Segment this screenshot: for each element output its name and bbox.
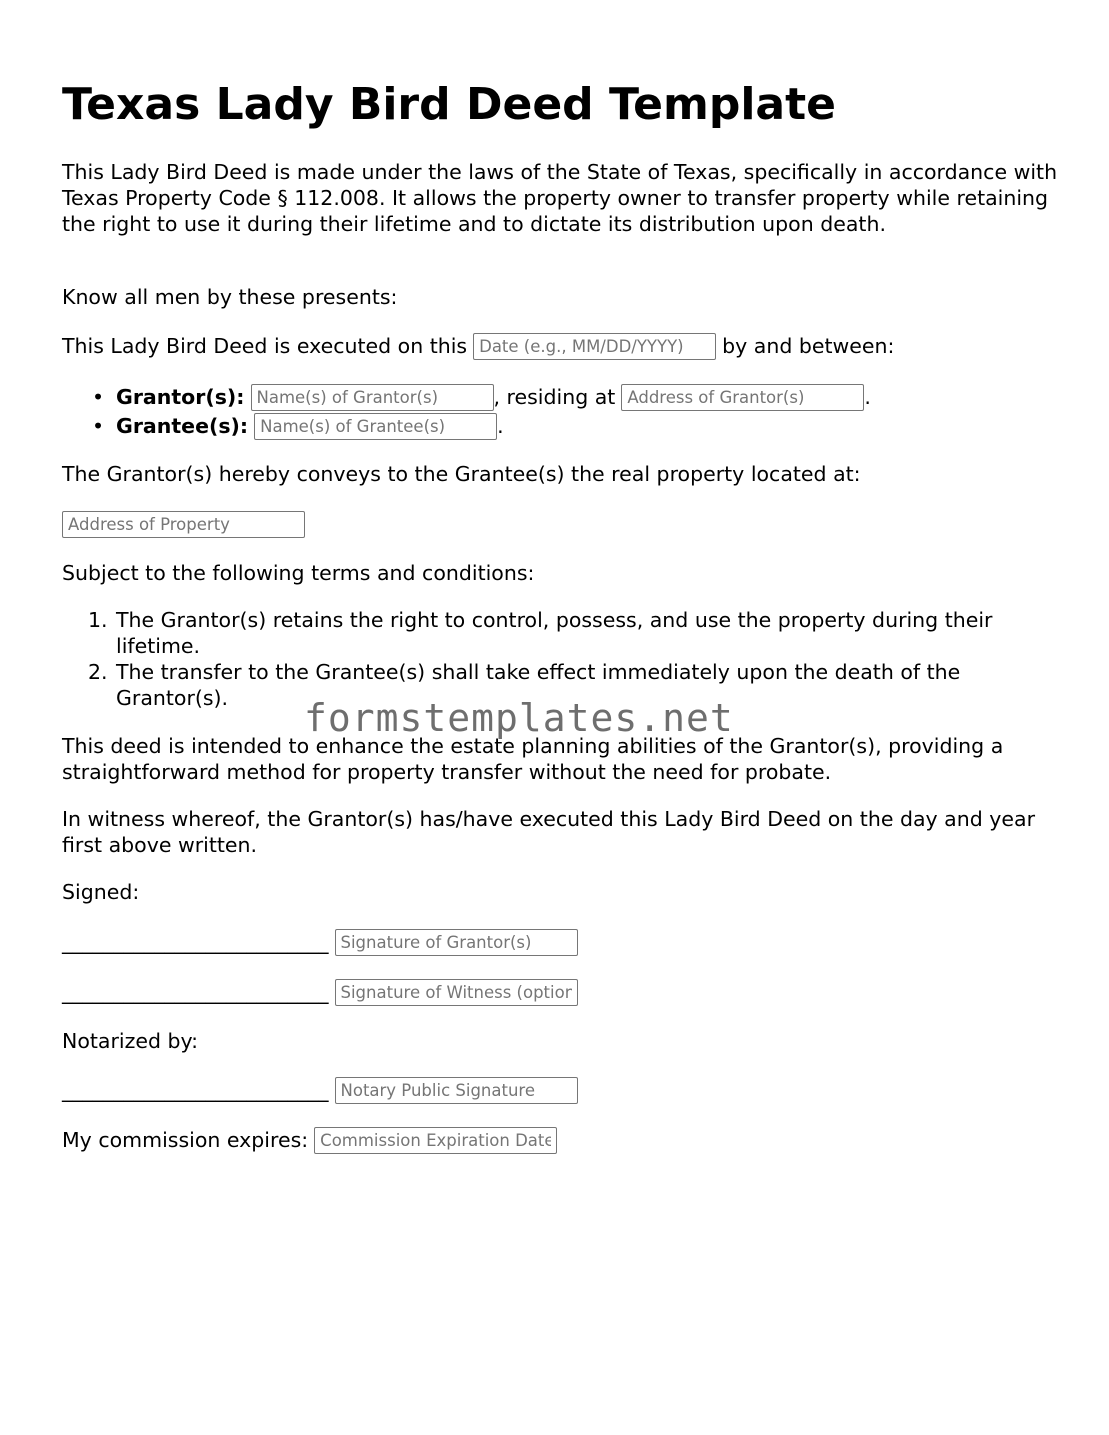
grantor-name-input[interactable] <box>251 384 494 411</box>
know-all-text: Know all men by these presents: <box>62 285 398 309</box>
term-text: The Grantor(s) retains the right to control, possess, and use the property during their lifetime. <box>116 608 993 658</box>
bullet-dot: • <box>92 385 105 409</box>
grantor-label: Grantor(s): <box>116 385 245 409</box>
signature-underline: __________________________ <box>62 930 329 954</box>
witness-paragraph: In witness whereof, the Grantor(s) has/have executed this Lady Bird Deed on the day and year first above written. <box>62 807 1035 857</box>
notary-signature-input[interactable] <box>335 1077 578 1104</box>
execution-text-after: by and between: <box>722 334 895 358</box>
intro-paragraph: This Lady Bird Deed is made under the laws of the State of Texas, specifically in accordance with Texas Property Code § 112.008. It allows the property owner to transfer property while retaining the right to use it during their lifetime and to dictate its distribution upon death. <box>62 160 1058 236</box>
watermark-text: formstemplates.net <box>304 696 734 740</box>
grantor-address-input[interactable] <box>621 384 864 411</box>
commission-line <box>62 1127 557 1154</box>
conveys-text: The Grantor(s) hereby conveys to the Grantee(s) the real property located at: <box>62 462 861 486</box>
residing-at-text: , residing at <box>493 385 616 409</box>
grantee-name-input[interactable] <box>254 413 497 440</box>
term-text: The transfer to the Grantee(s) shall take effect immediately upon the death of the Grantor(s). <box>116 660 961 710</box>
grantee-label: Grantee(s): <box>116 414 249 438</box>
execution-line <box>62 333 894 360</box>
grantee-line <box>116 413 504 440</box>
property-line <box>62 511 305 538</box>
witness-signature-input[interactable] <box>335 979 578 1006</box>
grantor-signature-input[interactable] <box>335 929 578 956</box>
bullet-dot: • <box>92 414 105 438</box>
notary-signature-line <box>62 1077 578 1104</box>
signed-label: Signed: <box>62 880 140 904</box>
grantor-line <box>116 384 871 411</box>
execution-text-before: This Lady Bird Deed is executed on this <box>62 334 468 358</box>
grantee-period: . <box>497 414 504 438</box>
signature-underline: __________________________ <box>62 1078 329 1102</box>
grantor-signature-line <box>62 929 578 956</box>
witness-signature-line <box>62 979 578 1006</box>
term-number: 2. <box>88 660 108 684</box>
terms-intro-text: Subject to the following terms and conditions: <box>62 561 535 585</box>
commission-date-input[interactable] <box>314 1127 557 1154</box>
page-title: Texas Lady Bird Deed Template <box>62 79 836 130</box>
grantor-period: . <box>864 385 871 409</box>
commission-label: My commission expires: <box>62 1128 309 1152</box>
term-number: 1. <box>88 608 108 632</box>
property-address-input[interactable] <box>62 511 305 538</box>
notarized-label: Notarized by: <box>62 1029 199 1053</box>
intent-paragraph: This deed is intended to enhance the estate planning abilities of the Grantor(s), providing a straightforward method for property transfer without the need for probate. <box>62 734 1004 784</box>
signature-underline: __________________________ <box>62 980 329 1004</box>
execution-date-input[interactable] <box>473 333 716 360</box>
